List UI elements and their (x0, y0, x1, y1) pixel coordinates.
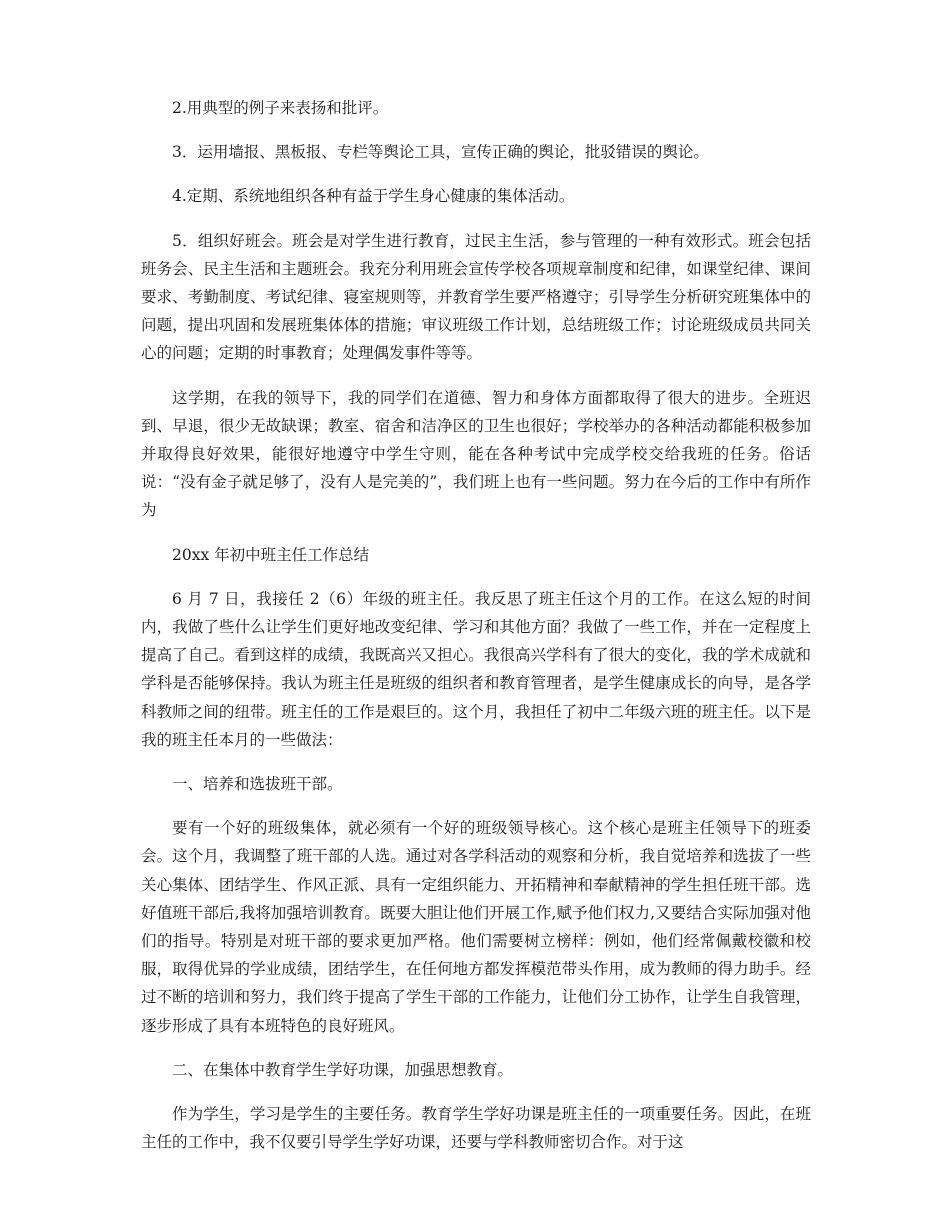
paragraph-item-3: 3．运用墙报、黑板报、专栏等舆论工具，宣传正确的舆论，批驳错误的舆论。 (172, 143, 709, 162)
paragraph-intro: 6 月 7 日，我接任 2（6）年级的班主任。我反思了班主任这个月的工作。在这么短的时间内，我做了些什么让学生们更好地改变纪律、学习和其他方面？我做了一些工作，并在一定程度上提高了自己。看到这样的成绩，我既高兴又担心。我很高兴学科有了很大的变化，我的学术成就和学科是否能够保持。我认为班主任是班级的组织者和教育管理者，是学生健康成长的向导，是各学科教师之间的纽带。班主任的工作是艰巨的。这个月，我担任了初中二年级六班的班主任。以下是我的班主任本月的一些做法： (141, 589, 811, 749)
heading-section-2: 二、在集体中教育学生学好功课，加强思想教育。 (172, 1060, 514, 1079)
paragraph-item-2: 2.用典型的例子来表扬和批评。 (172, 99, 389, 117)
paragraph-study-task: 作为学生，学习是学生的主要任务。教育学生学好功课是班主任的一项重要任务。因此，在班主任的工作中，我不仅要引导学生学好功课，还要与学科教师密切合作。对于这 (141, 1105, 811, 1152)
paragraph-class-cadre: 要有一个好的班级集体，就必须有一个好的班级领导核心。这个核心是班主任领导下的班委会。这个月，我调整了班干部的人选。通过对各学科活动的观察和分析，我自觉培养和选拔了一些关心集体、团结学生、作风正派、具有一定组织能力、开拓精神和奉献精神的学生担任班干部。选好值班干部后,我将加强培训教育。既要大胆让他们开展工作,赋予他们权力,又要结合实际加强对他们的指导。特别是对班干部的要求更加严格。他们需要树立榜样：例如，他们经常佩戴校徽和校服，取得优异的学业成绩，团结学生，在任何地方都发挥模范带头作用，成为教师的得力助手。经过不断的培训和努力，我们终于提高了学生干部的工作能力，让他们分工协作，让学生自我管理，逐步形成了具有本班特色的良好班风。 (141, 819, 811, 1035)
section-title: 20xx 年初中班主任工作总结 (172, 545, 370, 564)
paragraph-item-4: 4.定期、系统地组织各种有益于学生身心健康的集体活动。 (172, 187, 575, 206)
paragraph-semester-summary: 这学期，在我的领导下，我的同学们在道德、智力和身体方面都取得了很大的进步。全班迟到、早退，很少无故缺课；教室、宿舍和洁净区的卫生也很好；学校举办的各种活动都能积极参加并取得良好效果，能很好地遵守中学生守则，能在各种考试中完成学校交给我班的任务。俗话说：“没有金子就足够了，没有人是完美的”，我们班上也有一些问题。努力在今后的工作中有所作为 (141, 388, 811, 520)
paragraph-class-meeting: 5．组织好班会。班会是对学生进行教育，过民主生活，参与管理的一种有效形式。班会包括班务会、民主生活和主题班会。我充分利用班会宣传学校各项规章制度和纪律，如课堂纪律、课间要求、考勤制度、考试纪律、寝室规则等，并教育学生要严格遵守；引导学生分析研究班集体中的问题，提出巩固和发展班集体体的措施；审议班级工作计划，总结班级工作；讨论班级成员共同关心的问题；定期的时事教育；处理偶发事件等等。 (141, 231, 811, 363)
document-page (141, 94, 811, 1173)
heading-section-1: 一、培养和选拔班干部。 (172, 775, 343, 794)
